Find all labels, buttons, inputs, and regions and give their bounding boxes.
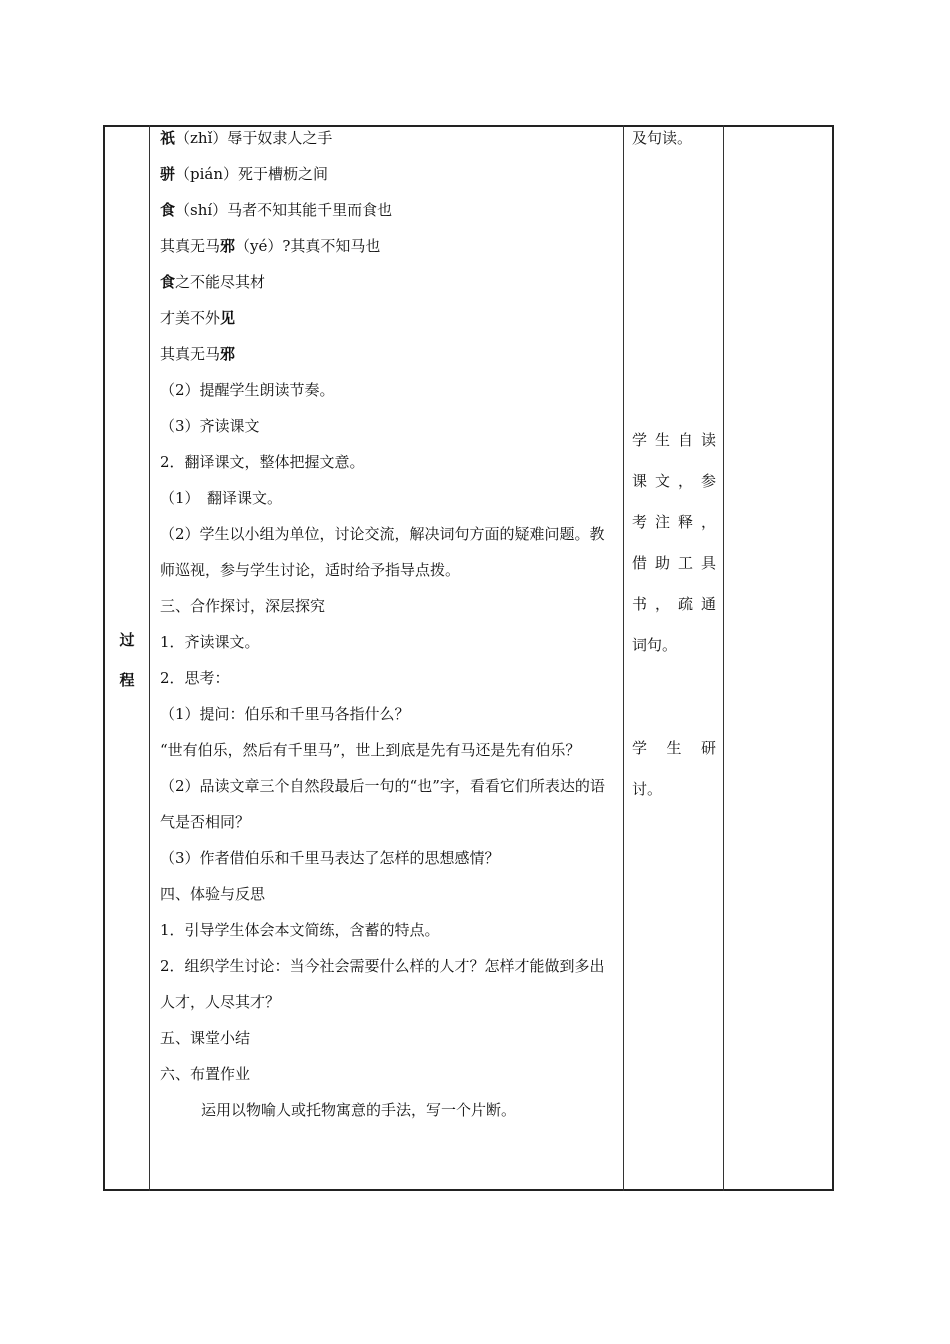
column-divider [623, 125, 624, 1191]
student-activity-note: 学生自读 课文，参 考注释， 借助工具 书，疏通 词句。 [632, 431, 716, 654]
text-paragraph: （2）品读文章三个自然段最后一句的“也”字，看看它们所表达的语气是否相同？ [160, 777, 605, 831]
column-divider [723, 125, 724, 1191]
text-line: 食（shí）马者不知其能千里而食也 [160, 201, 393, 219]
student-activity-note: 学生研 讨。 [632, 739, 716, 798]
process-label: 过 程 [119, 631, 135, 689]
text-line: 1．引导学生体会本文简练，含蓄的特点。 [160, 921, 440, 939]
text-line: （2）提醒学生朗读节奏。 [160, 381, 335, 399]
text-line: 三、合作探讨，深层探究 [160, 597, 326, 615]
text-line: 六、布置作业 [160, 1065, 251, 1083]
text-line: 骈（pián）死于槽枥之间 [160, 165, 329, 183]
text-line: 其真无马邪 [160, 345, 236, 363]
text-line: 2．翻译课文，整体把握文意。 [160, 453, 365, 471]
text-line: （3）齐读课文 [160, 417, 260, 435]
text-line: 食之不能尽其材 [160, 273, 266, 291]
text-line: 五、课堂小结 [160, 1029, 251, 1047]
text-line: 1．齐读课文。 [160, 633, 260, 651]
student-activity-note: 及句读。 [632, 129, 693, 147]
text-paragraph: 2．组织学生讨论：当今社会需要什么样的人才？怎样才能做到多出人才，人尽其才？ [160, 957, 605, 1011]
text-line: 祇（zhǐ）辱于奴隶人之手 [160, 129, 333, 147]
column-divider [149, 125, 150, 1191]
text-line: （1）提问：伯乐和千里马各指什么？ [160, 705, 410, 723]
text-line: 四、体验与反思 [160, 885, 266, 903]
text-line: 才美不外见 [160, 309, 236, 327]
text-paragraph: “世有伯乐，然后有千里马”，世上到底是先有马还是先有伯乐？ [160, 741, 581, 759]
teaching-process-column [160, 125, 618, 1137]
text-line: （3）作者借伯乐和千里马表达了怎样的思想感情？ [160, 849, 500, 867]
text-line: 2．思考： [160, 669, 230, 687]
text-paragraph: （2）学生以小组为单位，讨论交流，解决词句方面的疑难问题。教师巡视，参与学生讨论，适时给予指导点拨。 [160, 525, 605, 579]
text-line: 其真无马邪（yé）?其真不知马也 [160, 237, 381, 255]
text-line: （1） 翻译课文。 [160, 489, 283, 507]
text-line: 运用以物喻人或托物寓意的手法，写一个片断。 [201, 1101, 517, 1119]
